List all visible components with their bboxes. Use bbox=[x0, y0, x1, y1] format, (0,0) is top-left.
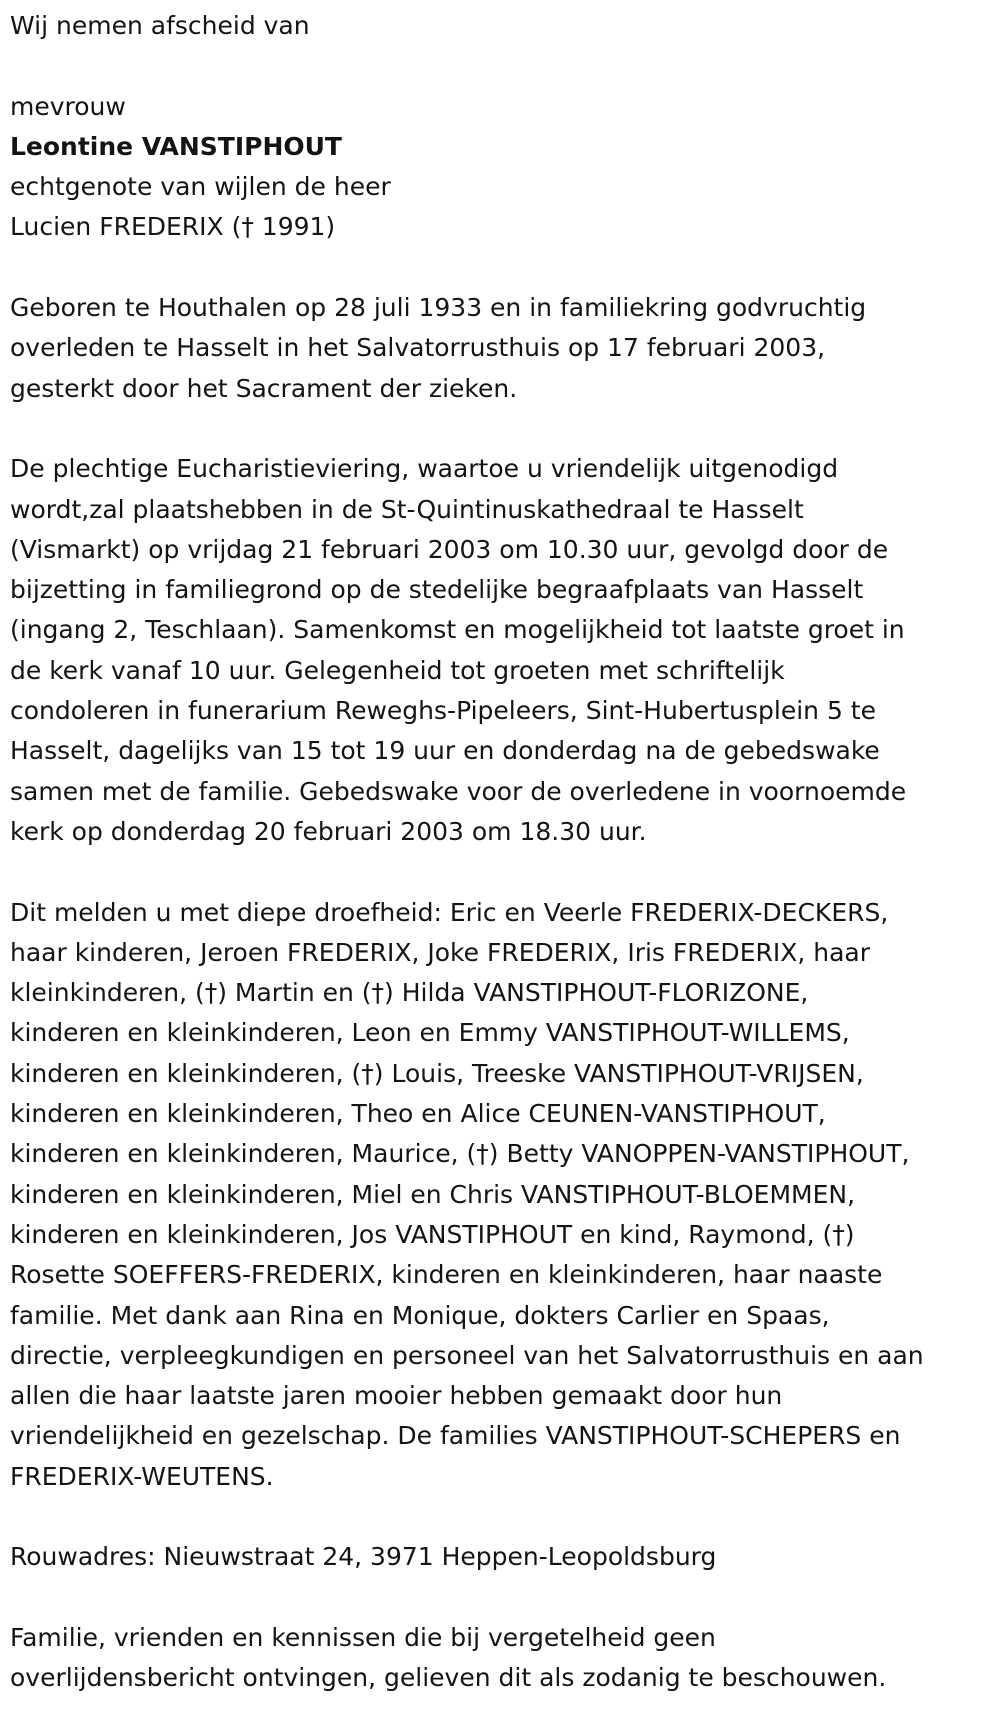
text-line: de kerk vanaf 10 uur. Gelegenheid tot groeten met schriftelijk bbox=[10, 655, 785, 685]
text-line: gesterkt door het Sacrament der zieken. bbox=[10, 373, 518, 403]
ceremony-paragraph bbox=[10, 449, 990, 852]
text-line: Rosette SOEFFERS-FREDERIX, kinderen en kleinkinderen, haar naaste bbox=[10, 1260, 883, 1290]
text-line: kinderen en kleinkinderen, Leon en Emmy VANSTIPHOUT-WILLEMS, bbox=[10, 1018, 850, 1048]
text-line: kinderen en kleinkinderen, (†) Louis, Treeske VANSTIPHOUT-VRIJSEN, bbox=[10, 1058, 864, 1088]
spacer bbox=[10, 248, 990, 288]
text-line: Dit melden u met diepe droefheid: Eric en Veerle FREDERIX-DECKERS, bbox=[10, 897, 889, 927]
text-line: wordt,zal plaatshebben in de St-Quintinuskathedraal te Hasselt bbox=[10, 494, 804, 524]
text-line: (ingang 2, Teschlaan). Samenkomst en mogelijkheid tot laatste groet in bbox=[10, 615, 905, 645]
text-line: Hasselt, dagelijks van 15 tot 19 uur en donderdag na de gebedswake bbox=[10, 736, 880, 766]
intro-line: Wij nemen afscheid van bbox=[10, 11, 310, 40]
text-line: kleinkinderen, (†) Martin en (†) Hilda VANSTIPHOUT-FLORIZONE, bbox=[10, 978, 809, 1008]
closing-paragraph bbox=[10, 1618, 990, 1699]
text-line: overlijdensbericht ontvingen, gelieven dit als zodanig te beschouwen. bbox=[10, 1663, 887, 1693]
text-line: kerk op donderdag 20 februari 2003 om 18.30 uur. bbox=[10, 816, 647, 846]
text-line: samen met de familie. Gebedswake voor de overledene in voornoemde bbox=[10, 776, 907, 806]
deceased-name: Leontine VANSTIPHOUT bbox=[10, 131, 342, 161]
spacer bbox=[10, 46, 990, 86]
spacer bbox=[10, 1578, 990, 1618]
text-line: (Vismarkt) op vrijdag 21 februari 2003 om 10.30 uur, gevolgd door de bbox=[10, 534, 889, 564]
text-line: FREDERIX-WEUTENS. bbox=[10, 1461, 274, 1491]
announcement-paragraph bbox=[10, 893, 990, 1497]
text-line: vriendelijkheid en gezelschap. De families VANSTIPHOUT-SCHEPERS en bbox=[10, 1421, 901, 1451]
text-line: kinderen en kleinkinderen, Theo en Alice CEUNEN-VANSTIPHOUT, bbox=[10, 1099, 826, 1129]
text-line: kinderen en kleinkinderen, Maurice, (†) Betty VANOPPEN-VANSTIPHOUT, bbox=[10, 1139, 910, 1169]
text-line: allen die haar laatste jaren mooier hebben gemaakt door hun bbox=[10, 1381, 783, 1411]
mourning-address: Rouwadres: Nieuwstraat 24, 3971 Heppen-Leopoldsburg bbox=[10, 1542, 717, 1572]
text-line: kinderen en kleinkinderen, Jos VANSTIPHOUT en kind, Raymond, (†) bbox=[10, 1219, 855, 1249]
text-line: Familie, vrienden en kennissen die bij vergetelheid geen bbox=[10, 1622, 716, 1652]
spacer bbox=[10, 852, 990, 892]
text-line: bijzetting in familiegrond op de stedelijke begraafplaats van Hasselt bbox=[10, 575, 864, 605]
text-line: haar kinderen, Jeroen FREDERIX, Joke FREDERIX, Iris FREDERIX, haar bbox=[10, 937, 871, 967]
text-line: De plechtige Eucharistieviering, waartoe u vriendelijk uitgenodigd bbox=[10, 454, 839, 484]
text-line: condoleren in funerarium Reweghs-Pipeleers, Sint-Hubertusplein 5 te bbox=[10, 696, 876, 726]
spacer bbox=[10, 1497, 990, 1537]
text-line: overleden te Hasselt in het Salvatorrusthuis op 17 februari 2003, bbox=[10, 333, 826, 363]
text-line: familie. Met dank aan Rina en Monique, dokters Carlier en Spaas, bbox=[10, 1300, 830, 1330]
spouse-name: Lucien FREDERIX († 1991) bbox=[10, 212, 336, 242]
text-line: Geboren te Houthalen op 28 juli 1933 en in familiekring godvruchtig bbox=[10, 293, 867, 323]
spacer bbox=[10, 409, 990, 449]
deceased-relation: echtgenote van wijlen de heer bbox=[10, 172, 391, 202]
deceased-title: mevrouw bbox=[10, 91, 126, 121]
text-line: kinderen en kleinkinderen, Miel en Chris VANSTIPHOUT-BLOEMMEN, bbox=[10, 1179, 856, 1209]
text-line: directie, verpleegkundigen en personeel van het Salvatorrusthuis en aan bbox=[10, 1340, 924, 1370]
birth-death-paragraph bbox=[10, 288, 990, 409]
